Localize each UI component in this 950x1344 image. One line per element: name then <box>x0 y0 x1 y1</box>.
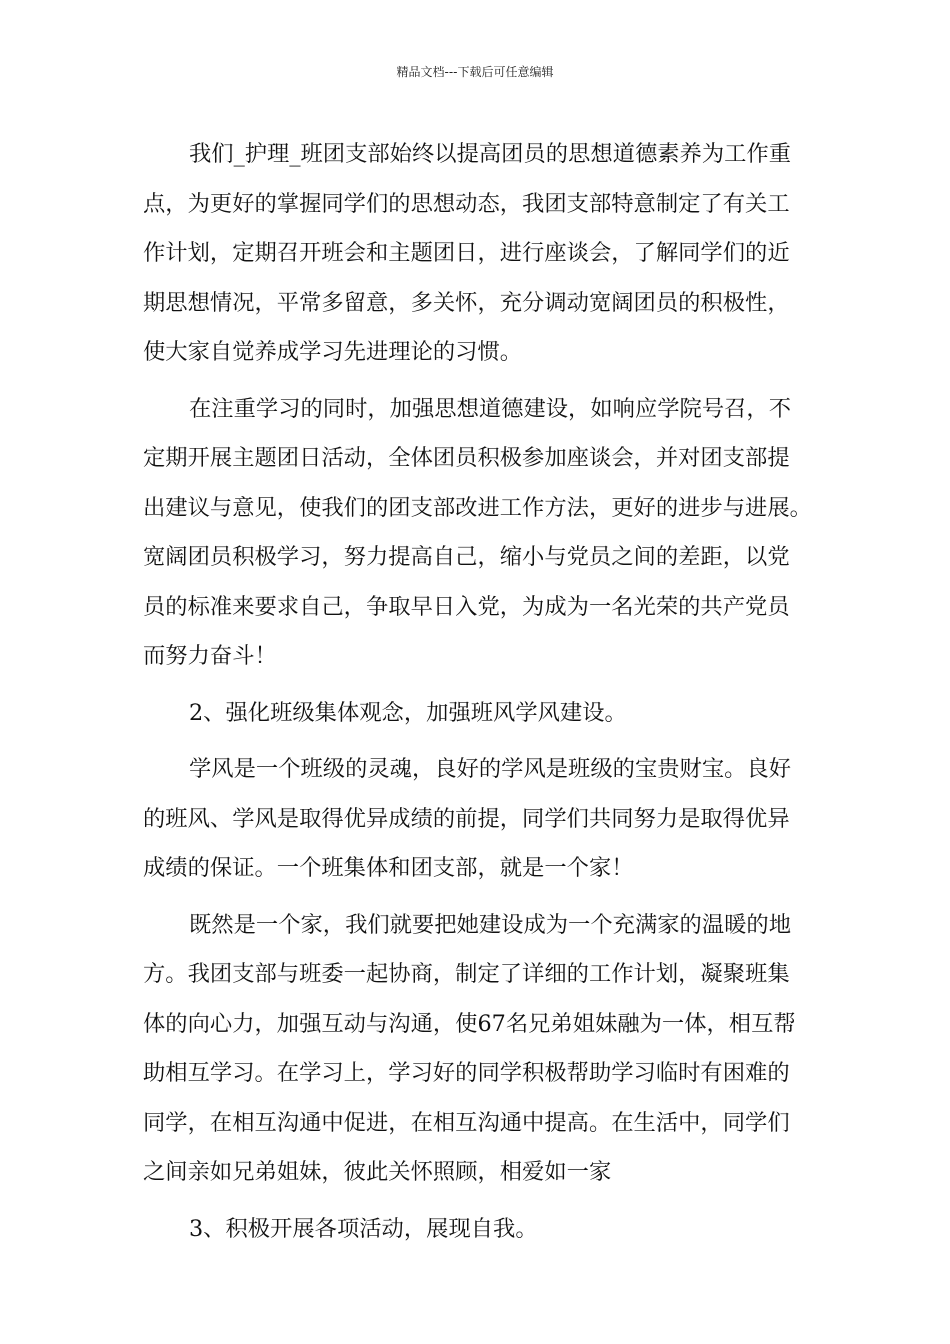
text-line: 定期开展主题团日活动，全体团员积极参加座谈会，并对团支部提 <box>143 445 790 471</box>
paragraph <box>143 745 815 894</box>
text-line: 出建议与意见，使我们的团支部改进工作方法，更好的进步与进展。 <box>143 494 812 521</box>
paragraph <box>143 901 815 1198</box>
text-line: 方。我团支部与班委一起协商，制定了详细的工作计划，凝聚班集 <box>143 961 790 987</box>
text-line: 之间亲如兄弟姐妹，彼此关怀照顾，相爱如一家 <box>143 1159 612 1185</box>
paragraph <box>143 130 815 378</box>
text-line: 既然是一个家，我们就要把她建设成为一个充满家的温暖的地 <box>189 911 792 938</box>
text-line: 使大家自觉养成学习先进理论的习惯。 <box>143 339 523 365</box>
text-line: 作计划，定期召开班会和主题团日，进行座谈会，了解同学们的近 <box>143 240 790 266</box>
text-line: 点，为更好的掌握同学们的思想动态，我团支部特意制定了有关工 <box>143 190 790 217</box>
text-line: 的班风、学风是取得优异成绩的前提，同学们共同努力是取得优异 <box>143 805 790 832</box>
document-body <box>143 130 815 1254</box>
paragraph-gap <box>143 1198 815 1205</box>
text-line: 学风是一个班级的灵魂，良好的学风是班级的宝贵财宝。良好 <box>189 756 792 782</box>
text-line: 助相互学习。在学习上，学习好的同学积极帮助学习临时有困难的 <box>143 1060 790 1086</box>
text-line: 同学，在相互沟通中促进，在相互沟通中提高。在生活中，同学们 <box>143 1109 790 1136</box>
text-line: 3、积极开展各项活动，展现自我。 <box>189 1215 538 1242</box>
text-line: 我们_护理_班团支部始终以提高团员的思想道德素养为工作重 <box>189 141 792 167</box>
text-line: 体的向心力，加强互动与沟通，使67名兄弟姐妹融为一体，相互帮 <box>143 1010 796 1037</box>
paragraph-gap <box>143 378 815 385</box>
page-header: 精品文档---下载后可任意编辑 <box>396 65 554 79</box>
section-heading <box>143 1205 815 1255</box>
text-line: 在注重学习的同时，加强思想道德建设，如响应学院号召，不 <box>189 395 792 422</box>
paragraph-gap <box>143 894 815 901</box>
text-line: 2、强化班级集体观念，加强班风学风建设。 <box>189 699 627 726</box>
section-heading <box>143 689 815 739</box>
paragraph <box>143 385 815 682</box>
paragraph-gap <box>143 682 815 689</box>
text-line: 成绩的保证。一个班集体和团支部，就是一个家！ <box>143 855 634 881</box>
text-line: 期思想情况，平常多留意，多关怀，充分调动宽阔团员的积极性， <box>143 289 790 316</box>
text-line: 宽阔团员积极学习，努力提高自己，缩小与党员之间的差距，以党 <box>143 544 790 570</box>
text-line: 员的标准来要求自己，争取早日入党，为成为一名光荣的共产党员 <box>143 593 790 620</box>
text-line: 而努力奋斗！ <box>143 643 277 669</box>
paragraph-gap <box>143 738 815 745</box>
